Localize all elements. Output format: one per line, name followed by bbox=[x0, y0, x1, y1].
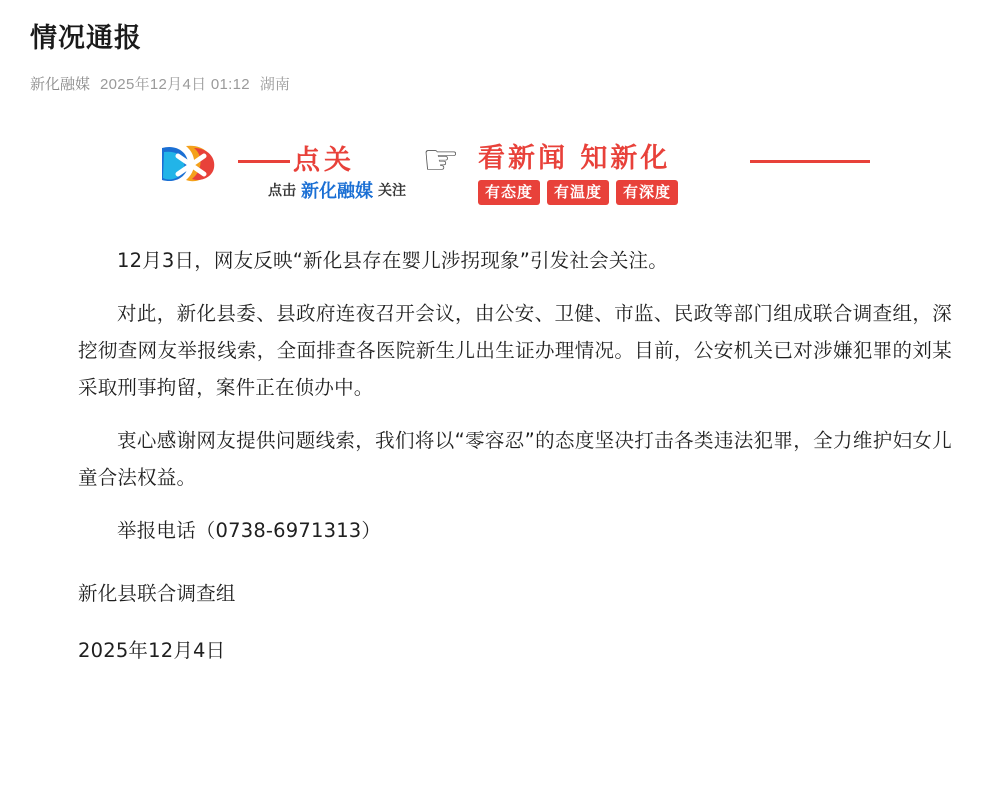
banner-sub-suffix: 关注 bbox=[378, 182, 406, 198]
banner-tag: 有温度 bbox=[547, 180, 609, 205]
banner-rule-right bbox=[750, 160, 870, 163]
article-date: 2025年12月4日 01:12 bbox=[100, 76, 250, 93]
promo-banner bbox=[30, 130, 970, 216]
article-paragraph: 12月3日，网友反映“新化县存在婴儿涉拐现象”引发社会关注。 bbox=[117, 249, 668, 272]
banner-subline bbox=[268, 177, 406, 203]
banner-sub-brand: 新化融媒 bbox=[301, 181, 373, 201]
article-paragraph: 对此，新化县委、县政府连夜召开会议，由公安、卫健、市监、民政等部门组成联合调查组，深挖彻查网友举报线索，全面排查各医院新生儿出生证办理情况。目前，公安机关已对涉嫌犯罪的刘某采取刑事拘留，案件正在侦办中。 bbox=[78, 302, 952, 399]
article-signature-date: 2025年12月4日 bbox=[78, 639, 226, 662]
banner-tag: 有深度 bbox=[616, 180, 678, 205]
banner-rule-left bbox=[238, 160, 290, 163]
article-meta bbox=[30, 74, 970, 96]
banner-sub-prefix: 点击 bbox=[268, 182, 296, 198]
article-signature: 新化县联合调查组 bbox=[78, 582, 236, 605]
banner-tag: 有态度 bbox=[478, 180, 540, 205]
banner-headline-left: 点关 bbox=[293, 145, 355, 176]
banner-tag-list bbox=[478, 180, 678, 205]
banner-headline-right: 看新闻 知新化 bbox=[478, 143, 671, 174]
pointing-hand-icon: ☞ bbox=[422, 136, 460, 183]
article-paragraph: 衷心感谢网友提供问题线索，我们将以“零容忍”的态度坚决打击各类违法犯罪，全力维护妇女儿童合法权益。 bbox=[78, 429, 952, 489]
report-hotline: 举报电话（0738-6971313） bbox=[117, 519, 382, 542]
page-title: 情况通报 bbox=[30, 23, 142, 53]
article-body bbox=[30, 242, 970, 669]
brand-logo-icon bbox=[158, 142, 236, 186]
article-source: 新化融媒 bbox=[30, 76, 91, 93]
article-location: 湖南 bbox=[259, 76, 290, 93]
